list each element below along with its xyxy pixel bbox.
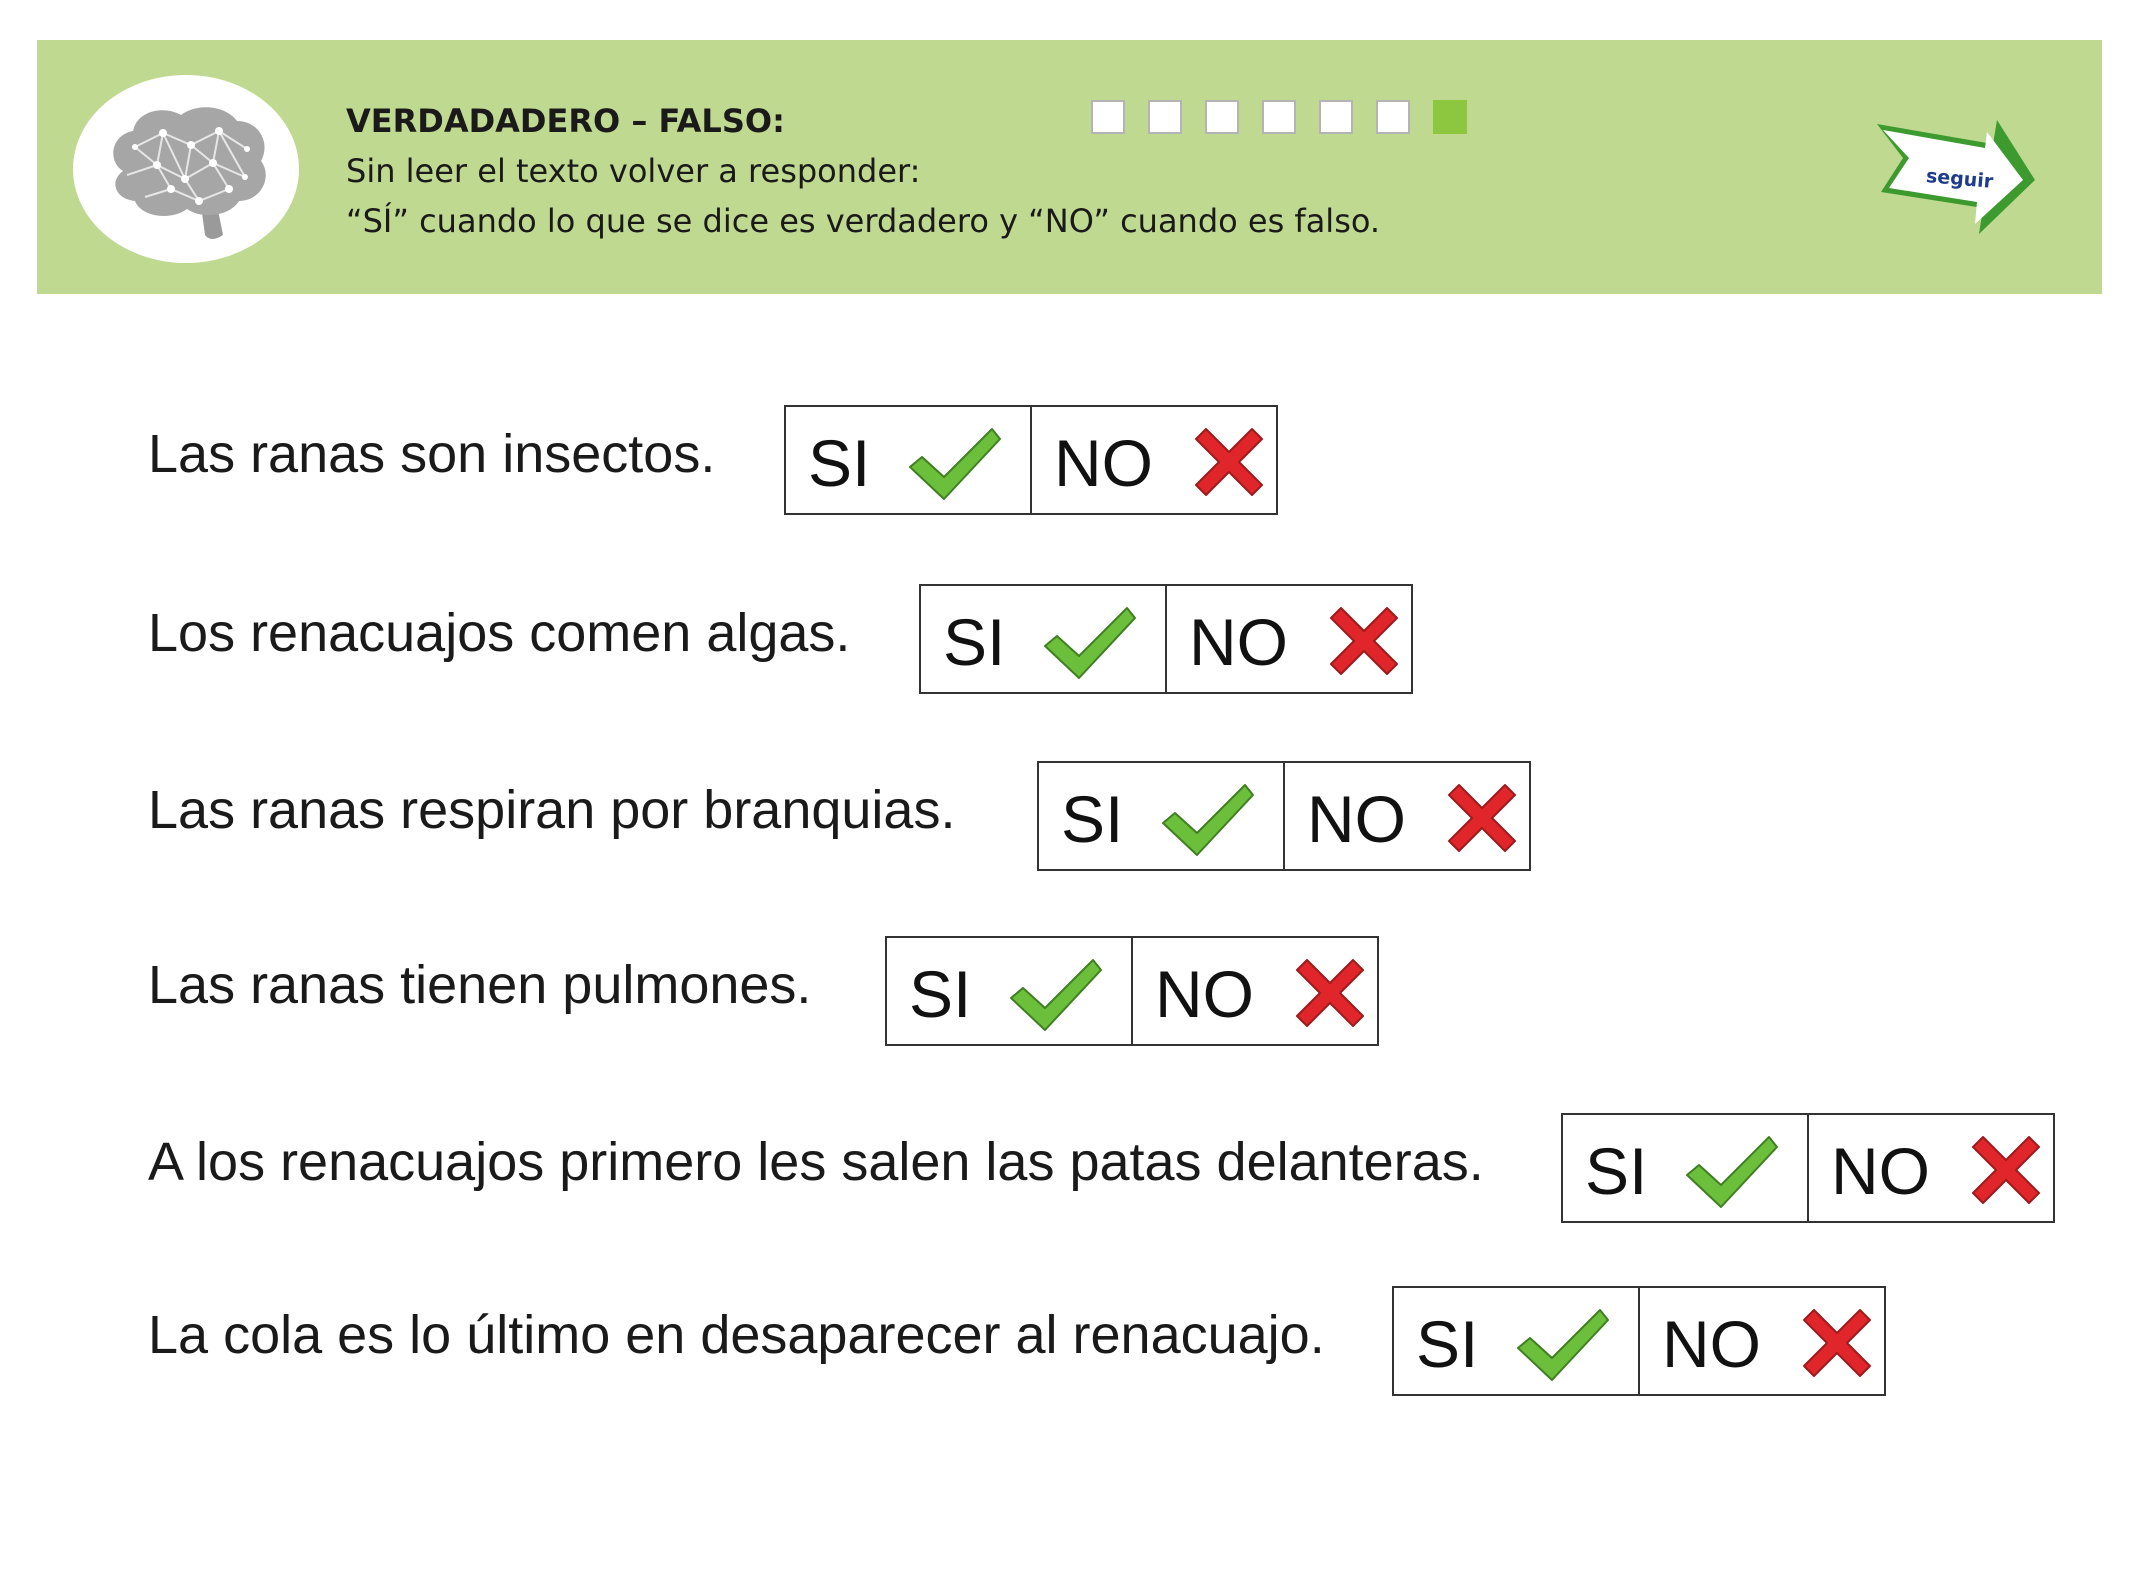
question-row	[0, 1286, 2132, 1396]
no-button[interactable]	[1640, 1288, 1884, 1394]
no-button[interactable]	[1133, 938, 1377, 1044]
seguir-label: seguir	[1925, 165, 1995, 193]
progress-step	[1205, 100, 1239, 134]
check-icon	[1039, 602, 1139, 682]
si-label: SI	[943, 605, 1006, 679]
no-label: NO	[1189, 605, 1288, 679]
no-button[interactable]	[1285, 763, 1529, 869]
si-label: SI	[808, 426, 871, 500]
si-button[interactable]	[921, 586, 1167, 692]
no-button[interactable]	[1032, 407, 1276, 513]
question-row	[0, 584, 2132, 694]
no-label: NO	[1831, 1134, 1930, 1208]
no-label: NO	[1307, 782, 1406, 856]
cross-icon	[1445, 781, 1519, 855]
answer-box	[1392, 1286, 1886, 1396]
check-icon	[1157, 779, 1257, 859]
progress-step	[1091, 100, 1125, 134]
header-banner	[37, 40, 2102, 294]
cross-icon	[1800, 1306, 1874, 1380]
check-icon	[904, 423, 1004, 503]
brain-badge	[73, 75, 299, 263]
no-label: NO	[1662, 1307, 1761, 1381]
progress-step	[1376, 100, 1410, 134]
question-row	[0, 936, 2132, 1046]
answer-box	[1561, 1113, 2055, 1223]
progress-indicator	[1091, 100, 1490, 140]
question-text: Las ranas tienen pulmones.	[148, 955, 812, 1015]
si-label: SI	[1585, 1134, 1648, 1208]
progress-step	[1319, 100, 1353, 134]
progress-step	[1262, 100, 1296, 134]
question-row	[0, 1113, 2132, 1223]
seguir-button[interactable]	[1873, 116, 2039, 245]
cross-icon	[1192, 425, 1266, 499]
si-button[interactable]	[1563, 1115, 1809, 1221]
si-label: SI	[1061, 782, 1124, 856]
question-text: Los renacuajos comen algas.	[148, 603, 851, 663]
answer-box	[784, 405, 1278, 515]
question-row	[0, 761, 2132, 871]
si-button[interactable]	[1394, 1288, 1640, 1394]
question-row	[0, 405, 2132, 515]
answer-box	[1037, 761, 1531, 871]
si-button[interactable]	[1039, 763, 1285, 869]
si-button[interactable]	[786, 407, 1032, 513]
no-button[interactable]	[1167, 586, 1411, 692]
exercise-title: VERDADADERO – FALSO:	[346, 102, 785, 140]
check-icon	[1512, 1304, 1612, 1384]
si-button[interactable]	[887, 938, 1133, 1044]
cross-icon	[1327, 604, 1401, 678]
cross-icon	[1293, 956, 1367, 1030]
no-label: NO	[1054, 426, 1153, 500]
si-label: SI	[1416, 1307, 1479, 1381]
question-text: A los renacuajos primero les salen las patas delanteras.	[148, 1132, 1484, 1192]
si-label: SI	[909, 957, 972, 1031]
instruction-line-1: Sin leer el texto volver a responder:	[346, 152, 921, 190]
brain-icon	[101, 97, 271, 247]
progress-step	[1433, 100, 1467, 134]
instruction-line-2: “SÍ” cuando lo que se dice es verdadero y “NO” cuando es falso.	[346, 202, 1381, 240]
check-icon	[1005, 954, 1105, 1034]
check-icon	[1681, 1131, 1781, 1211]
progress-step	[1148, 100, 1182, 134]
question-text: Las ranas son insectos.	[148, 424, 716, 484]
question-text: Las ranas respiran por branquias.	[148, 780, 956, 840]
cross-icon	[1969, 1133, 2043, 1207]
answer-box	[919, 584, 1413, 694]
question-text: La cola es lo último en desaparecer al renacuajo.	[148, 1305, 1325, 1365]
answer-box	[885, 936, 1379, 1046]
no-label: NO	[1155, 957, 1254, 1031]
no-button[interactable]	[1809, 1115, 2053, 1221]
